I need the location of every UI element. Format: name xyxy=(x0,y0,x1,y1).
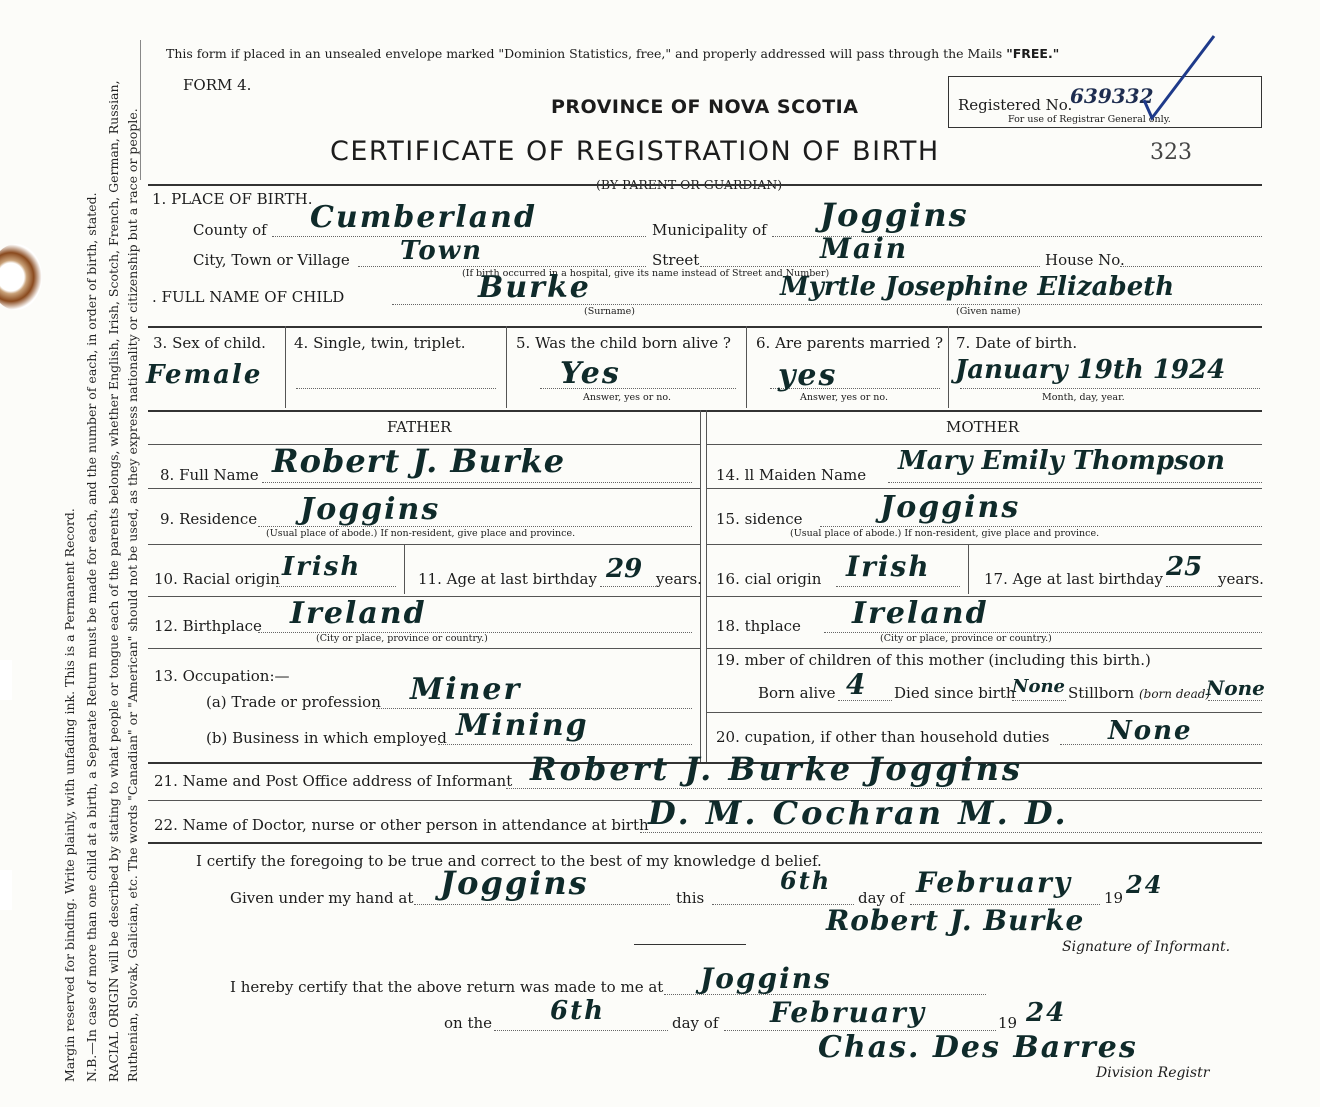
informant-signature-caption: Signature of Informant. xyxy=(1062,939,1231,955)
margin-note-4: Ruthenian, Slovak, Galician, etc. The words "Canadian" or "American" should not be used, as they express nationality or citizenship but a race or people. xyxy=(125,108,140,1082)
died-since-birth-label: Died since birth xyxy=(894,684,1016,702)
father-birthplace-value: Ireland xyxy=(290,596,427,631)
father-age-label: 11. Age at last birthday xyxy=(418,570,597,588)
father-birthplace-caption: (City or place, province or country.) xyxy=(316,633,488,644)
date-of-birth-caption: Month, day, year. xyxy=(1042,392,1125,403)
mother-maiden-name-label: 14. ll Maiden Name xyxy=(716,466,867,484)
informant-label: 21. Name and Post Office address of Informant xyxy=(154,772,513,790)
city-value: Town xyxy=(400,236,483,266)
born-alive-count-value: 4 xyxy=(846,668,868,701)
sex-label: 3. Sex of child. xyxy=(153,334,266,352)
died-since-birth-value: None xyxy=(1012,676,1065,697)
mother-birthplace-label: 18. thplace xyxy=(716,617,801,635)
certificate-subtitle: (BY PARENT OR GUARDIAN) xyxy=(596,177,783,192)
certify-statement: I certify the foregoing to be true and correct to the best of my knowledge d belief. xyxy=(196,852,822,870)
mother-birthplace-caption: (City or place, province or country.) xyxy=(880,633,1052,644)
mother-residence-line xyxy=(820,526,1262,527)
street-value: Main xyxy=(820,232,909,265)
check-mark-icon xyxy=(1140,30,1220,130)
business-line xyxy=(438,744,692,745)
mother-residence-value: Joggins xyxy=(880,490,1021,525)
parents-married-value: yes xyxy=(778,358,838,393)
margin-rule xyxy=(140,40,141,180)
given-name-caption: (Given name) xyxy=(956,306,1021,317)
child-given-name: Myrtle Josephine Elizabeth xyxy=(780,272,1175,302)
father-name-value: Robert J. Burke xyxy=(272,442,566,480)
registrar-signature: Chas. Des Barres xyxy=(818,1030,1138,1065)
trade-value: Miner xyxy=(410,672,522,707)
year-prefix: 19 xyxy=(1104,889,1124,907)
informant-line xyxy=(506,788,1262,789)
mother-age-label: 17. Age at last birthday xyxy=(984,570,1163,588)
mother-birthplace-value: Ireland xyxy=(852,596,989,631)
father-racial-origin-label: 10. Racial origin xyxy=(154,570,280,588)
certificate-title: CERTIFICATE OF REGISTRATION OF BIRTH xyxy=(330,136,940,167)
street-label: Street xyxy=(652,251,700,269)
sex-value: Female xyxy=(146,360,263,390)
stamp-number: 323 xyxy=(1150,140,1192,165)
plurality-line xyxy=(296,388,496,389)
city-label: City, Town or Village xyxy=(193,251,350,269)
registrar-year-prefix: 19 xyxy=(998,1014,1018,1032)
father-residence-caption: (Usual place of abode.) If non-resident, give place and province. xyxy=(266,528,576,539)
business-label: (b) Business in which employed xyxy=(206,729,447,747)
registrar-place-value: Joggins xyxy=(700,962,832,995)
father-age-line xyxy=(600,586,656,587)
punch-hole xyxy=(0,244,42,310)
rule xyxy=(148,648,700,649)
mother-racial-origin-line xyxy=(836,586,960,587)
father-heading: FATHER xyxy=(387,418,452,436)
rule xyxy=(148,544,700,545)
left-edge-notch xyxy=(0,870,12,910)
child-surname: Burke xyxy=(478,270,591,305)
plurality-label: 4. Single, twin, triplet. xyxy=(294,334,466,352)
county-value: Cumberland xyxy=(310,200,537,235)
house-number-line xyxy=(1120,266,1262,267)
registrar-year-value: 24 xyxy=(1026,998,1067,1028)
children-count-label: 19. mber of children of this mother (including this birth.) xyxy=(716,651,1151,669)
father-mother-divider xyxy=(706,410,707,762)
municipality-value: Joggins xyxy=(820,196,969,234)
mother-maiden-name-line xyxy=(888,482,1262,483)
registrar-day-line xyxy=(494,1030,668,1031)
this-label: this xyxy=(676,889,705,907)
mother-residence-caption: (Usual place of abode.) If non-resident, give place and province. xyxy=(790,528,1100,539)
rule xyxy=(706,444,1262,445)
born-alive-label: 5. Was the child born alive ? xyxy=(516,334,731,352)
month-value: February xyxy=(916,866,1073,899)
informant-value: Robert J. Burke Joggins xyxy=(530,750,1023,788)
mother-heading: MOTHER xyxy=(946,418,1019,436)
stillborn-value: None xyxy=(1206,676,1265,700)
registrar-day-of-label: day of xyxy=(672,1014,719,1032)
house-number-label: House No. xyxy=(1045,251,1125,269)
divider xyxy=(285,326,286,408)
municipality-label: Municipality of xyxy=(652,221,767,239)
born-alive-count-label: Born alive xyxy=(758,684,836,702)
county-label: County of xyxy=(193,221,267,239)
surname-caption: (Surname) xyxy=(584,306,635,317)
mother-maiden-name-value: Mary Emily Thompson xyxy=(898,446,1225,476)
place-of-birth-label: 1. PLACE OF BIRTH. xyxy=(152,190,313,208)
father-racial-origin-value: Irish xyxy=(282,552,362,582)
father-age-years: years. xyxy=(656,570,702,588)
father-birthplace-label: 12. Birthplace xyxy=(154,617,262,635)
year-value: 24 xyxy=(1126,870,1164,899)
date-of-birth-line xyxy=(960,388,1260,389)
parents-married-label: 6. Are parents married ? xyxy=(756,334,944,352)
rule xyxy=(706,488,1262,489)
given-place-line xyxy=(414,904,670,905)
born-alive-caption: Answer, yes or no. xyxy=(583,392,672,403)
rule xyxy=(148,410,1262,412)
mother-racial-origin-value: Irish xyxy=(846,550,931,583)
province-heading: PROVINCE OF NOVA SCOTIA xyxy=(551,96,859,118)
stillborn-label: Stillborn (born dead) xyxy=(1068,684,1211,702)
father-name-label: 8. Full Name xyxy=(160,466,259,484)
on-the-label: on the xyxy=(444,1014,493,1032)
given-place-value: Joggins xyxy=(440,864,589,902)
rule xyxy=(634,944,746,945)
given-under-hand-label: Given under my hand at xyxy=(230,889,414,907)
rule xyxy=(148,488,700,489)
father-age-value: 29 xyxy=(606,554,643,584)
registered-number: 639332 xyxy=(1070,84,1154,108)
business-value: Mining xyxy=(456,708,589,743)
margin-note-3: RACIAL ORIGIN will be described by stating to what people or tongue each of the parents belongs, whether English, Irish, Scotch, French, German, Russian, xyxy=(106,80,121,1082)
margin-note-1: Margin reserved for binding. Write plainly, with unfading ink. This is a Permanent Record. xyxy=(62,508,77,1082)
mother-occupation-value: None xyxy=(1108,716,1193,746)
street-line xyxy=(700,266,1040,267)
divider xyxy=(404,544,405,594)
left-edge-notch xyxy=(0,660,12,700)
parents-married-caption: Answer, yes or no. xyxy=(800,392,889,403)
divider xyxy=(746,326,747,408)
child-name-label: . FULL NAME OF CHILD xyxy=(152,288,345,306)
mother-age-line xyxy=(1166,586,1218,587)
day-value: 6th xyxy=(780,866,832,895)
rule xyxy=(148,842,1262,844)
born-alive-value: Yes xyxy=(560,356,621,391)
division-registrar-caption: Division Registr xyxy=(1096,1065,1210,1081)
date-of-birth-value: January 19th 1924 xyxy=(955,355,1226,385)
registrar-day-value: 6th xyxy=(550,996,606,1026)
doctor-line xyxy=(640,832,1262,833)
date-of-birth-label: 7. Date of birth. xyxy=(956,334,1078,352)
hospital-note: (If birth occurred in a hospital, give its name instead of Street and Number) xyxy=(462,268,830,279)
margin-note-2: N.B.—In case of more than one child at a birth, a Separate Return must be made for each, and the number of each, in order of birth, stated. xyxy=(84,192,99,1082)
mother-residence-label: 15. sidence xyxy=(716,510,803,528)
registrar-note: For use of Registrar General only. xyxy=(1008,114,1171,125)
rule xyxy=(706,712,1262,713)
form-number: FORM 4. xyxy=(183,76,252,94)
divider xyxy=(506,326,507,408)
died-since-birth-line xyxy=(1012,700,1066,701)
trade-label: (a) Trade or profession xyxy=(206,693,381,711)
mother-racial-origin-label: 16. cial origin xyxy=(716,570,822,588)
mother-age-value: 25 xyxy=(1166,552,1203,582)
doctor-label: 22. Name of Doctor, nurse or other person in attendance at birth xyxy=(154,816,649,834)
registered-label: Registered No. xyxy=(958,96,1073,114)
doctor-value: D. M. Cochran M. D. xyxy=(648,794,1069,832)
day-of-label: day of xyxy=(858,889,905,907)
father-racial-origin-line xyxy=(276,586,396,587)
rule xyxy=(148,184,1262,186)
mother-age-years: years. xyxy=(1218,570,1264,588)
rule xyxy=(706,648,1262,649)
father-residence-value: Joggins xyxy=(300,492,441,527)
registrar-month-value: February xyxy=(770,996,927,1029)
mail-notice: This form if placed in an unsealed envelope marked "Dominion Statistics, free," and properly addressed will pass through the Mails "FREE." xyxy=(166,46,1060,61)
registrar-statement: I hereby certify that the above return was made to me at xyxy=(230,978,664,996)
stillborn-line xyxy=(1208,700,1262,701)
occupation-label: 13. Occupation:— xyxy=(154,667,290,685)
father-name-line xyxy=(262,482,692,483)
mother-occupation-label: 20. cupation, if other than household duties xyxy=(716,728,1050,746)
divider xyxy=(948,326,949,408)
father-residence-label: 9. Residence xyxy=(160,510,258,528)
rule xyxy=(148,326,1262,328)
informant-signature: Robert J. Burke xyxy=(826,904,1085,937)
rule xyxy=(706,544,1262,545)
divider xyxy=(968,544,969,594)
city-line xyxy=(358,266,646,267)
